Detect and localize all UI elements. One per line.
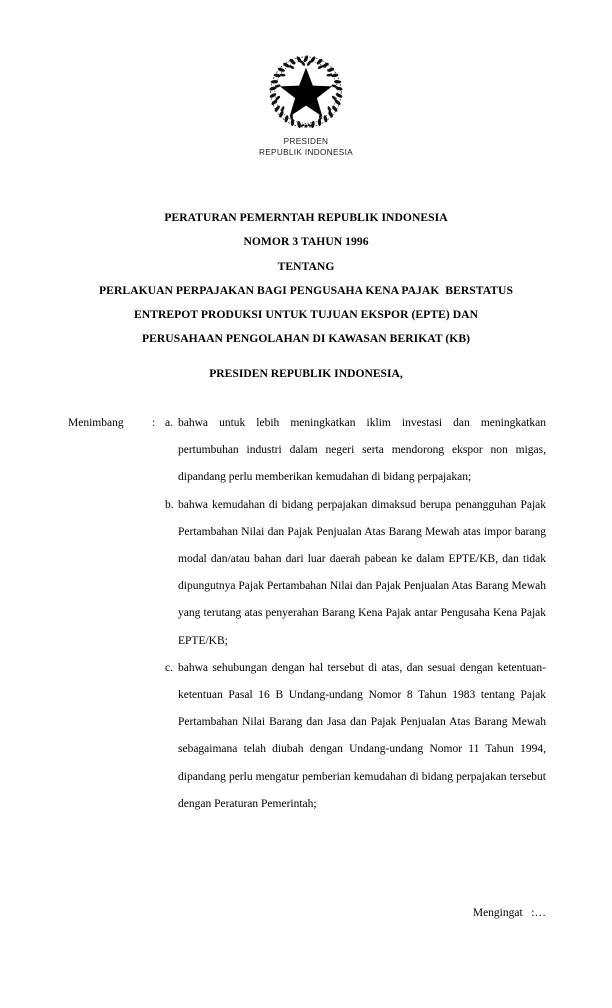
title-line-subject-3: PERUSAHAAN PENGOLAHAN DI KAWASAN BERIKAT (KB) — [141, 332, 471, 346]
title-line-subject-1: PERLAKUAN PERPAJAKAN BAGI PENGUSAHA KENA PAJAK BERSTATUS — [99, 283, 513, 297]
considerations-list — [165, 410, 546, 818]
considerations-row — [68, 410, 546, 818]
consideration-marker: c. — [165, 661, 173, 674]
consideration-item — [165, 655, 546, 818]
consideration-marker: a. — [165, 417, 173, 429]
consideration-marker: b. — [165, 498, 174, 511]
title-line-number: NOMOR 3 TAHUN 1996 — [243, 235, 369, 249]
page-catchword: Mengingat :… — [472, 907, 546, 919]
indonesia-presidential-star-wreath-emblem — [266, 52, 346, 132]
consideration-text: bahwa sehubungan dengan hal tersebut di atas, dan sesuai dengan ketentuan-ketentuan Pasal 16 B Undang-undang Nomor 8 Tahun 1983 tentang Pajak Pertambahan Nilai Barang dan Jasa dan Pajak Penjualan Atas Barang Mewah sebagaimana telah diubah dengan Undang-undang Nomor 11 Tahun 1994, dipandang perlu mengatur pemberian kemudahan di bidang perpajakan tersebut dengan Peraturan Pemerintah; — [178, 661, 546, 810]
consideration-text: bahwa untuk lebih meningkatkan iklim investasi dan meningkatkan pertumbuhan industri dalam negeri serta mendorong ekspor non migas, dipandang perlu memberikan kemudahan di bidang perpajakan; — [178, 417, 546, 484]
emblem-block — [0, 52, 612, 158]
consideration-item — [165, 492, 546, 655]
title-line-tentang: TENTANG — [277, 259, 335, 273]
emblem-caption-line-1: PRESIDEN — [283, 137, 329, 146]
emblem-caption — [0, 136, 612, 158]
considerations-label: Menimbang — [68, 417, 124, 429]
considerations-section — [68, 410, 546, 818]
title-line-regulation: PERATURAN PEMERNTAH REPUBLIK INDONESIA — [164, 211, 448, 224]
considerations-colon: : — [152, 417, 156, 429]
emblem-caption-line-2: REPUBLIK INDONESIA — [258, 148, 354, 157]
consideration-item — [165, 410, 546, 492]
document-title-block — [46, 206, 566, 352]
signatory-heading: PRESIDEN REPUBLIK INDONESIA, — [209, 367, 403, 380]
consideration-text: bahwa kemudahan di bidang perpajakan dimaksud berupa penangguhan Pajak Pertambahan Nilai dan Pajak Penjualan Atas Barang Mewah atas impor barang modal dan/atau bahan dari luar daerah pabean ke dalam EPTE/KB, dan tidak dipungutnya Pajak Pertambahan Nilai dan Pajak Penjualan Atas Barang Mewah yang terutang atas penyerahan Barang Kena Pajak antar Pengusaha Kena Pajak EPTE/KB; — [178, 498, 546, 647]
title-line-subject-2: ENTREPOT PRODUKSI UNTUK TUJUAN EKSPOR (EPTE) DAN — [133, 308, 479, 322]
